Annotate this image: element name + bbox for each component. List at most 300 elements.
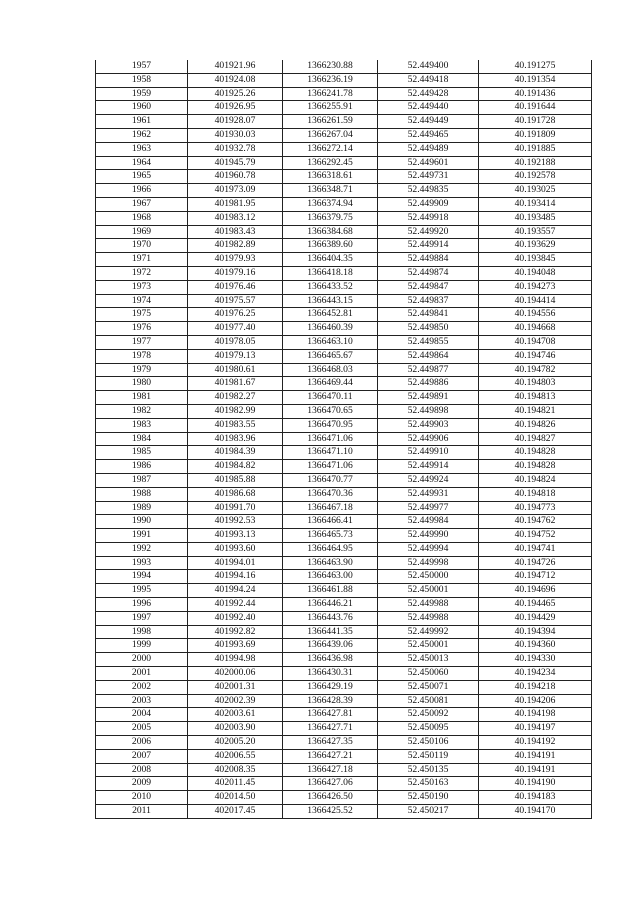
latitude-cell: 40.194429 (479, 611, 592, 625)
northing-cell: 1366443.15 (283, 294, 378, 308)
point-id-cell: 1971 (96, 253, 188, 267)
easting-cell: 401979.13 (188, 349, 283, 363)
table-row (96, 736, 592, 750)
point-id-cell: 1989 (96, 501, 188, 515)
northing-cell: 1366467.18 (283, 501, 378, 515)
easting-cell: 401978.05 (188, 335, 283, 349)
longitude-cell: 52.449906 (378, 432, 479, 446)
table-row (96, 694, 592, 708)
table-row (96, 101, 592, 115)
northing-cell: 1366471.06 (283, 460, 378, 474)
northing-cell: 1366463.90 (283, 556, 378, 570)
point-id-cell: 1986 (96, 460, 188, 474)
easting-cell: 401994.01 (188, 556, 283, 570)
point-id-cell: 1993 (96, 556, 188, 570)
latitude-cell: 40.194746 (479, 349, 592, 363)
longitude-cell: 52.449465 (378, 128, 479, 142)
longitude-cell: 52.449924 (378, 473, 479, 487)
easting-cell: 402000.06 (188, 667, 283, 681)
longitude-cell: 52.450217 (378, 805, 479, 819)
easting-cell: 401983.12 (188, 211, 283, 225)
northing-cell: 1366255.91 (283, 101, 378, 115)
easting-cell: 401982.27 (188, 391, 283, 405)
northing-cell: 1366470.11 (283, 391, 378, 405)
easting-cell: 401982.89 (188, 239, 283, 253)
northing-cell: 1366468.03 (283, 363, 378, 377)
table-row (96, 322, 592, 336)
easting-cell: 401945.79 (188, 156, 283, 170)
table-row (96, 211, 592, 225)
northing-cell: 1366261.59 (283, 115, 378, 129)
northing-cell: 1366389.60 (283, 239, 378, 253)
table-row (96, 73, 592, 87)
latitude-cell: 40.191354 (479, 73, 592, 87)
latitude-cell: 40.191885 (479, 142, 592, 156)
table-row (96, 432, 592, 446)
longitude-cell: 52.449835 (378, 184, 479, 198)
point-id-cell: 1977 (96, 335, 188, 349)
northing-cell: 1366426.50 (283, 791, 378, 805)
latitude-cell: 40.191275 (479, 60, 592, 73)
longitude-cell: 52.449977 (378, 501, 479, 515)
longitude-cell: 52.449855 (378, 335, 479, 349)
northing-cell: 1366436.98 (283, 653, 378, 667)
point-id-cell: 2007 (96, 749, 188, 763)
point-id-cell: 1973 (96, 280, 188, 294)
latitude-cell: 40.194668 (479, 322, 592, 336)
northing-cell: 1366470.95 (283, 418, 378, 432)
longitude-cell: 52.449850 (378, 322, 479, 336)
easting-cell: 401979.16 (188, 266, 283, 280)
northing-cell: 1366427.71 (283, 722, 378, 736)
northing-cell: 1366427.21 (283, 749, 378, 763)
longitude-cell: 52.449884 (378, 253, 479, 267)
northing-cell: 1366429.19 (283, 680, 378, 694)
longitude-cell: 52.449400 (378, 60, 479, 73)
latitude-cell: 40.194813 (479, 391, 592, 405)
easting-cell: 401926.95 (188, 101, 283, 115)
table-row (96, 60, 592, 73)
northing-cell: 1366470.65 (283, 404, 378, 418)
easting-cell: 401993.69 (188, 639, 283, 653)
point-id-cell: 1997 (96, 611, 188, 625)
point-id-cell: 2000 (96, 653, 188, 667)
easting-cell: 401925.26 (188, 87, 283, 101)
latitude-cell: 40.194191 (479, 749, 592, 763)
point-id-cell: 1976 (96, 322, 188, 336)
easting-cell: 401986.68 (188, 487, 283, 501)
point-id-cell: 1964 (96, 156, 188, 170)
latitude-cell: 40.194048 (479, 266, 592, 280)
northing-cell: 1366439.06 (283, 639, 378, 653)
easting-cell: 402003.90 (188, 722, 283, 736)
table-row (96, 749, 592, 763)
point-id-cell: 2001 (96, 667, 188, 681)
point-id-cell: 1996 (96, 598, 188, 612)
latitude-cell: 40.194696 (479, 584, 592, 598)
table-row (96, 805, 592, 819)
northing-cell: 1366241.78 (283, 87, 378, 101)
point-id-cell: 1963 (96, 142, 188, 156)
latitude-cell: 40.194708 (479, 335, 592, 349)
easting-cell: 401992.40 (188, 611, 283, 625)
easting-cell: 401930.03 (188, 128, 283, 142)
table-row (96, 708, 592, 722)
northing-cell: 1366428.39 (283, 694, 378, 708)
longitude-cell: 52.449886 (378, 377, 479, 391)
longitude-cell: 52.449914 (378, 460, 479, 474)
easting-cell: 401983.55 (188, 418, 283, 432)
longitude-cell: 52.450163 (378, 777, 479, 791)
table-row (96, 225, 592, 239)
longitude-cell: 52.449920 (378, 225, 479, 239)
point-id-cell: 1969 (96, 225, 188, 239)
table-row (96, 667, 592, 681)
latitude-cell: 40.191436 (479, 87, 592, 101)
latitude-cell: 40.194183 (479, 791, 592, 805)
point-id-cell: 1982 (96, 404, 188, 418)
longitude-cell: 52.449874 (378, 266, 479, 280)
easting-cell: 402008.35 (188, 763, 283, 777)
longitude-cell: 52.449910 (378, 446, 479, 460)
northing-cell: 1366466.41 (283, 515, 378, 529)
longitude-cell: 52.449449 (378, 115, 479, 129)
point-id-cell: 1961 (96, 115, 188, 129)
latitude-cell: 40.191644 (479, 101, 592, 115)
latitude-cell: 40.194273 (479, 280, 592, 294)
latitude-cell: 40.193629 (479, 239, 592, 253)
table-row (96, 473, 592, 487)
latitude-cell: 40.194827 (479, 432, 592, 446)
latitude-cell: 40.194741 (479, 542, 592, 556)
latitude-cell: 40.194465 (479, 598, 592, 612)
longitude-cell: 52.450001 (378, 639, 479, 653)
northing-cell: 1366464.95 (283, 542, 378, 556)
table-row (96, 404, 592, 418)
table-row (96, 542, 592, 556)
table-row (96, 335, 592, 349)
latitude-cell: 40.194762 (479, 515, 592, 529)
latitude-cell: 40.194198 (479, 708, 592, 722)
northing-cell: 1366374.94 (283, 197, 378, 211)
easting-cell: 401984.82 (188, 460, 283, 474)
table-row (96, 115, 592, 129)
longitude-cell: 52.450001 (378, 584, 479, 598)
longitude-cell: 52.449990 (378, 529, 479, 543)
point-id-cell: 1967 (96, 197, 188, 211)
easting-cell: 401984.39 (188, 446, 283, 460)
easting-cell: 401994.24 (188, 584, 283, 598)
latitude-cell: 40.192578 (479, 170, 592, 184)
easting-cell: 401973.09 (188, 184, 283, 198)
longitude-cell: 52.450060 (378, 667, 479, 681)
longitude-cell: 52.449428 (378, 87, 479, 101)
easting-cell: 402014.50 (188, 791, 283, 805)
table-row (96, 460, 592, 474)
latitude-cell: 40.194330 (479, 653, 592, 667)
latitude-cell: 40.191809 (479, 128, 592, 142)
table-row (96, 391, 592, 405)
easting-cell: 401993.13 (188, 529, 283, 543)
easting-cell: 401981.67 (188, 377, 283, 391)
latitude-cell: 40.194782 (479, 363, 592, 377)
longitude-cell: 52.450092 (378, 708, 479, 722)
northing-cell: 1366471.10 (283, 446, 378, 460)
point-id-cell: 2002 (96, 680, 188, 694)
point-id-cell: 1983 (96, 418, 188, 432)
latitude-cell: 40.194190 (479, 777, 592, 791)
easting-cell: 402006.55 (188, 749, 283, 763)
longitude-cell: 52.449601 (378, 156, 479, 170)
longitude-cell: 52.450013 (378, 653, 479, 667)
point-id-cell: 1998 (96, 625, 188, 639)
easting-cell: 401976.25 (188, 308, 283, 322)
table-row (96, 722, 592, 736)
point-id-cell: 1984 (96, 432, 188, 446)
latitude-cell: 40.194821 (479, 404, 592, 418)
point-id-cell: 1995 (96, 584, 188, 598)
table-row (96, 239, 592, 253)
longitude-cell: 52.449891 (378, 391, 479, 405)
easting-cell: 402001.31 (188, 680, 283, 694)
latitude-cell: 40.194726 (479, 556, 592, 570)
table-row (96, 294, 592, 308)
point-id-cell: 1962 (96, 128, 188, 142)
latitude-cell: 40.194234 (479, 667, 592, 681)
point-id-cell: 1994 (96, 570, 188, 584)
point-id-cell: 1958 (96, 73, 188, 87)
table-row (96, 680, 592, 694)
latitude-cell: 40.191728 (479, 115, 592, 129)
easting-cell: 401975.57 (188, 294, 283, 308)
northing-cell: 1366465.67 (283, 349, 378, 363)
easting-cell: 401932.78 (188, 142, 283, 156)
point-id-cell: 2003 (96, 694, 188, 708)
easting-cell: 402017.45 (188, 805, 283, 819)
easting-cell: 401924.08 (188, 73, 283, 87)
latitude-cell: 40.193845 (479, 253, 592, 267)
easting-cell: 401991.70 (188, 501, 283, 515)
latitude-cell: 40.193025 (479, 184, 592, 198)
longitude-cell: 52.449998 (378, 556, 479, 570)
easting-cell: 402002.39 (188, 694, 283, 708)
table-row (96, 128, 592, 142)
point-id-cell: 2006 (96, 736, 188, 750)
northing-cell: 1366460.39 (283, 322, 378, 336)
easting-cell: 401979.93 (188, 253, 283, 267)
northing-cell: 1366384.68 (283, 225, 378, 239)
point-id-cell: 1999 (96, 639, 188, 653)
northing-cell: 1366470.77 (283, 473, 378, 487)
longitude-cell: 52.450119 (378, 749, 479, 763)
longitude-cell: 52.449489 (378, 142, 479, 156)
latitude-cell: 40.193485 (479, 211, 592, 225)
easting-cell: 401921.96 (188, 60, 283, 73)
latitude-cell: 40.194394 (479, 625, 592, 639)
longitude-cell: 52.449847 (378, 280, 479, 294)
longitude-cell: 52.449909 (378, 197, 479, 211)
table-row (96, 142, 592, 156)
latitude-cell: 40.194712 (479, 570, 592, 584)
table-row (96, 266, 592, 280)
point-id-cell: 1960 (96, 101, 188, 115)
easting-cell: 401981.95 (188, 197, 283, 211)
longitude-cell: 52.449918 (378, 211, 479, 225)
table-row (96, 197, 592, 211)
point-id-cell: 1980 (96, 377, 188, 391)
easting-cell: 401960.78 (188, 170, 283, 184)
point-id-cell: 1970 (96, 239, 188, 253)
table-row (96, 501, 592, 515)
point-id-cell: 1978 (96, 349, 188, 363)
northing-cell: 1366418.18 (283, 266, 378, 280)
point-id-cell: 1985 (96, 446, 188, 460)
longitude-cell: 52.449731 (378, 170, 479, 184)
northing-cell: 1366461.88 (283, 584, 378, 598)
longitude-cell: 52.450071 (378, 680, 479, 694)
easting-cell: 401976.46 (188, 280, 283, 294)
northing-cell: 1366272.14 (283, 142, 378, 156)
northing-cell: 1366427.81 (283, 708, 378, 722)
longitude-cell: 52.449988 (378, 598, 479, 612)
point-id-cell: 2008 (96, 763, 188, 777)
easting-cell: 402003.61 (188, 708, 283, 722)
northing-cell: 1366443.76 (283, 611, 378, 625)
easting-cell: 401994.98 (188, 653, 283, 667)
easting-cell: 401983.43 (188, 225, 283, 239)
northing-cell: 1366471.06 (283, 432, 378, 446)
table-row (96, 653, 592, 667)
northing-cell: 1366236.19 (283, 73, 378, 87)
longitude-cell: 52.450135 (378, 763, 479, 777)
point-id-cell: 2011 (96, 805, 188, 819)
easting-cell: 401985.88 (188, 473, 283, 487)
table-row (96, 611, 592, 625)
easting-cell: 401992.53 (188, 515, 283, 529)
latitude-cell: 40.193414 (479, 197, 592, 211)
latitude-cell: 40.194828 (479, 460, 592, 474)
easting-cell: 401928.07 (188, 115, 283, 129)
northing-cell: 1366470.36 (283, 487, 378, 501)
point-id-cell: 1966 (96, 184, 188, 198)
latitude-cell: 40.194828 (479, 446, 592, 460)
northing-cell: 1366446.21 (283, 598, 378, 612)
point-id-cell: 1990 (96, 515, 188, 529)
table-row (96, 763, 592, 777)
point-id-cell: 2004 (96, 708, 188, 722)
longitude-cell: 52.449914 (378, 239, 479, 253)
longitude-cell: 52.449994 (378, 542, 479, 556)
table-row (96, 777, 592, 791)
northing-cell: 1366427.35 (283, 736, 378, 750)
latitude-cell: 40.192188 (479, 156, 592, 170)
northing-cell: 1366441.35 (283, 625, 378, 639)
table-row (96, 487, 592, 501)
easting-cell: 402005.20 (188, 736, 283, 750)
point-id-cell: 1968 (96, 211, 188, 225)
point-id-cell: 1987 (96, 473, 188, 487)
point-id-cell: 1975 (96, 308, 188, 322)
northing-cell: 1366463.00 (283, 570, 378, 584)
longitude-cell: 52.449841 (378, 308, 479, 322)
easting-cell: 401993.60 (188, 542, 283, 556)
easting-cell: 401982.99 (188, 404, 283, 418)
latitude-cell: 40.194360 (479, 639, 592, 653)
longitude-cell: 52.449898 (378, 404, 479, 418)
table-row (96, 156, 592, 170)
northing-cell: 1366452.81 (283, 308, 378, 322)
coordinate-table-body (96, 60, 592, 818)
northing-cell: 1366292.45 (283, 156, 378, 170)
northing-cell: 1366348.71 (283, 184, 378, 198)
longitude-cell: 52.449877 (378, 363, 479, 377)
easting-cell: 401992.82 (188, 625, 283, 639)
longitude-cell: 52.450190 (378, 791, 479, 805)
point-id-cell: 1981 (96, 391, 188, 405)
point-id-cell: 1959 (96, 87, 188, 101)
point-id-cell: 2005 (96, 722, 188, 736)
table-row (96, 625, 592, 639)
longitude-cell: 52.450106 (378, 736, 479, 750)
point-id-cell: 1957 (96, 60, 188, 73)
easting-cell: 402011.45 (188, 777, 283, 791)
table-row (96, 598, 592, 612)
easting-cell: 401980.61 (188, 363, 283, 377)
point-id-cell: 1988 (96, 487, 188, 501)
table-row (96, 349, 592, 363)
table-row (96, 184, 592, 198)
table-row (96, 377, 592, 391)
latitude-cell: 40.194414 (479, 294, 592, 308)
table-row (96, 87, 592, 101)
latitude-cell: 40.194191 (479, 763, 592, 777)
northing-cell: 1366427.18 (283, 763, 378, 777)
latitude-cell: 40.194773 (479, 501, 592, 515)
coordinate-table (95, 60, 592, 819)
point-id-cell: 1979 (96, 363, 188, 377)
easting-cell: 401977.40 (188, 322, 283, 336)
table-row (96, 363, 592, 377)
table-row (96, 308, 592, 322)
table-row (96, 584, 592, 598)
point-id-cell: 1972 (96, 266, 188, 280)
northing-cell: 1366230.88 (283, 60, 378, 73)
latitude-cell: 40.194556 (479, 308, 592, 322)
table-row (96, 418, 592, 432)
latitude-cell: 40.194170 (479, 805, 592, 819)
northing-cell: 1366433.52 (283, 280, 378, 294)
point-id-cell: 2009 (96, 777, 188, 791)
point-id-cell: 1965 (96, 170, 188, 184)
latitude-cell: 40.194206 (479, 694, 592, 708)
northing-cell: 1366463.10 (283, 335, 378, 349)
northing-cell: 1366404.35 (283, 253, 378, 267)
latitude-cell: 40.194197 (479, 722, 592, 736)
northing-cell: 1366425.52 (283, 805, 378, 819)
latitude-cell: 40.194824 (479, 473, 592, 487)
point-id-cell: 1991 (96, 529, 188, 543)
longitude-cell: 52.450081 (378, 694, 479, 708)
longitude-cell: 52.449440 (378, 101, 479, 115)
table-row (96, 639, 592, 653)
longitude-cell: 52.449931 (378, 487, 479, 501)
latitude-cell: 40.193557 (479, 225, 592, 239)
point-id-cell: 1992 (96, 542, 188, 556)
northing-cell: 1366379.75 (283, 211, 378, 225)
longitude-cell: 52.449837 (378, 294, 479, 308)
longitude-cell: 52.449992 (378, 625, 479, 639)
northing-cell: 1366267.04 (283, 128, 378, 142)
